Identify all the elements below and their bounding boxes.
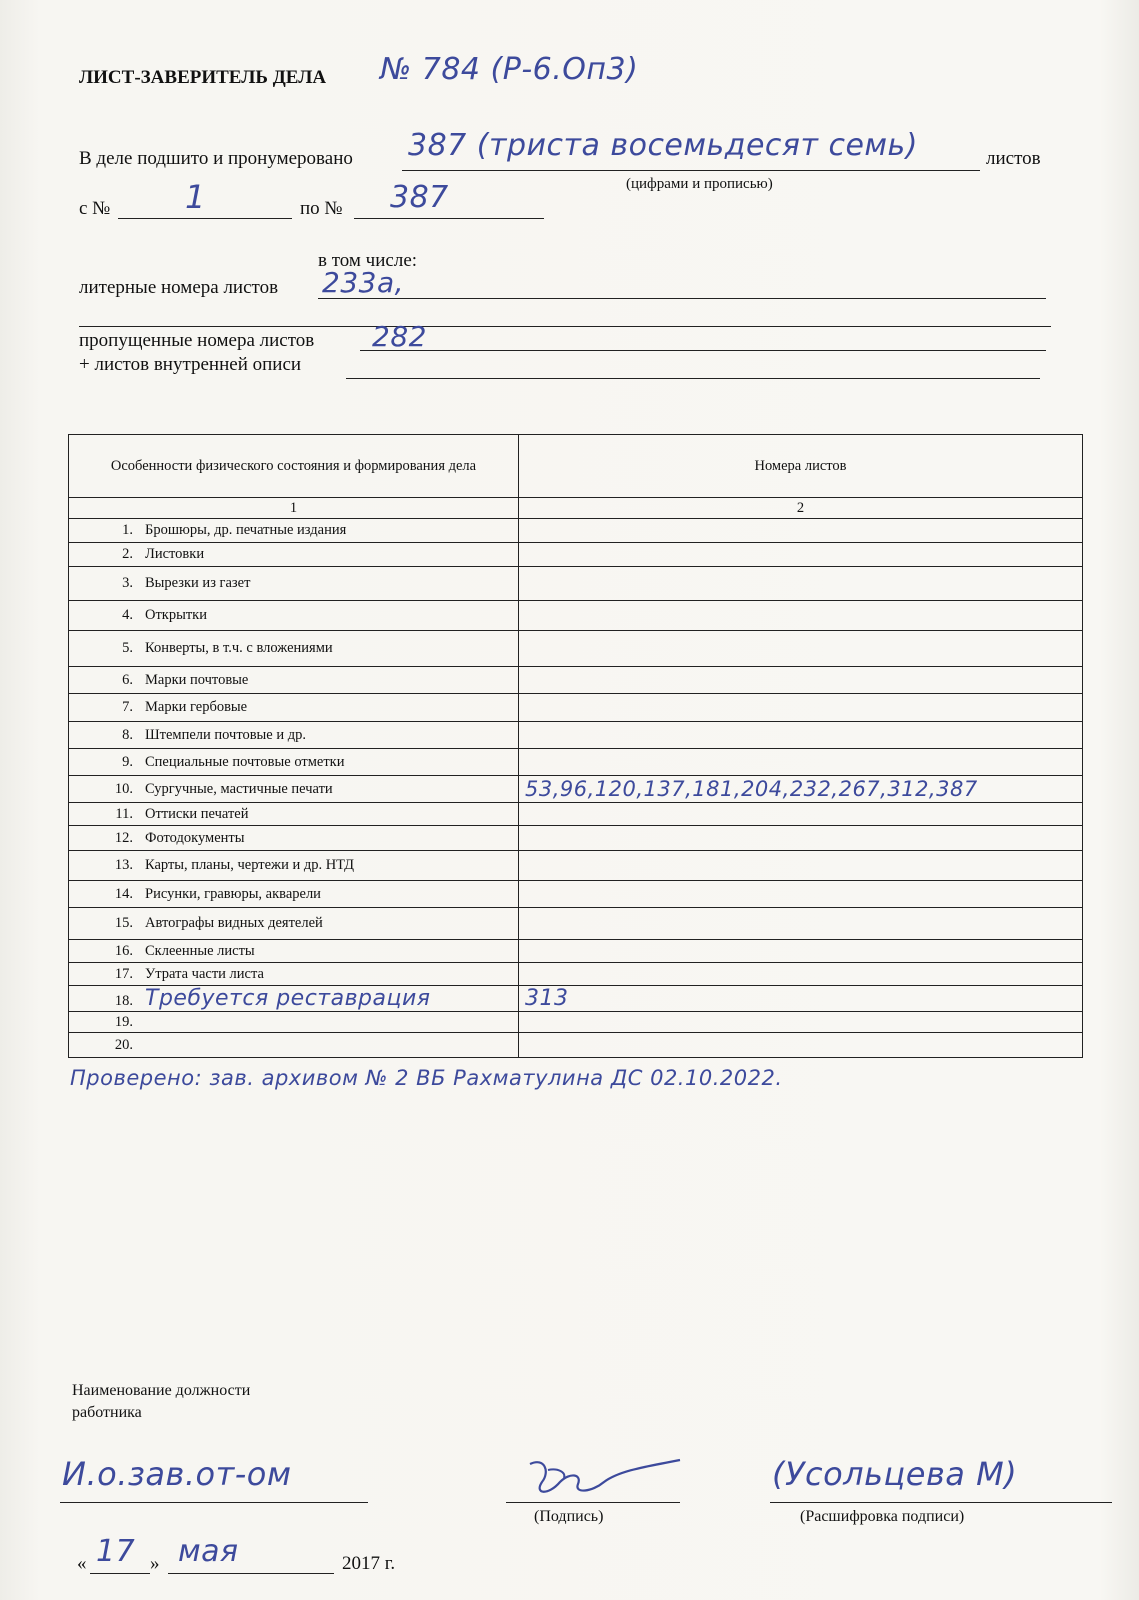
- to-label: по №: [300, 198, 343, 219]
- feature-cell: [69, 722, 519, 749]
- feature-label: Вырезки из газет: [145, 575, 251, 591]
- sheet-numbers-cell: [519, 722, 1083, 749]
- sewn-label: В деле подшито и пронумеровано: [79, 148, 353, 169]
- sheet-numbers-cell: [519, 1033, 1083, 1058]
- table-row: [69, 601, 1083, 631]
- feature-cell: [69, 601, 519, 631]
- sheet-numbers-cell: [519, 519, 1083, 543]
- row-number: 16.: [114, 942, 133, 959]
- date-close-quote: »: [150, 1553, 160, 1574]
- decoding-caption: (Расшифровка подписи): [800, 1508, 965, 1525]
- sheet-numbers-cell: [519, 908, 1083, 940]
- date-open-quote: «: [77, 1553, 87, 1574]
- signature-image: [520, 1452, 690, 1502]
- feature-cell: [69, 940, 519, 963]
- features-table: [68, 434, 1083, 1058]
- table-row: [69, 940, 1083, 963]
- sheet-numbers-cell: [519, 601, 1083, 631]
- table-row: [69, 1033, 1083, 1058]
- row-number: 15.: [114, 915, 133, 931]
- row-number: 2.: [122, 546, 133, 562]
- date-month-handwritten: мая: [178, 1534, 239, 1569]
- col1-number: 1: [69, 498, 519, 519]
- feature-label: Оттиски печатей: [145, 805, 249, 822]
- signature-caption: (Подпись): [534, 1508, 604, 1525]
- feature-cell: [69, 694, 519, 722]
- sheet-numbers-cell: [519, 749, 1083, 776]
- sheet-numbers-handwritten: 313: [525, 986, 569, 1011]
- feature-cell: [69, 908, 519, 940]
- sheet-numbers-cell: [519, 694, 1083, 722]
- literal-label: литерные номера листов: [79, 277, 279, 298]
- missing-underline: [360, 350, 1046, 351]
- from-underline: [118, 218, 292, 219]
- table-row: [69, 519, 1083, 543]
- position-label-2: работника: [72, 1404, 142, 1421]
- feature-label: Марки гербовые: [145, 699, 248, 715]
- feature-label: Фотодокументы: [145, 829, 245, 846]
- missing-handwritten: 282: [372, 320, 427, 353]
- row-number: 13.: [114, 857, 133, 873]
- sheet-numbers-cell: [519, 667, 1083, 694]
- date-year: 2017 г.: [342, 1553, 396, 1574]
- row-number: 5.: [122, 640, 133, 656]
- row-number: 19.: [114, 1013, 133, 1030]
- feature-label-handwritten: Требуется реставрация: [145, 986, 431, 1011]
- row-number: 14.: [114, 885, 133, 902]
- feature-cell: [69, 749, 519, 776]
- feature-label: Марки почтовые: [145, 671, 249, 688]
- literal-underline-2: [79, 326, 1051, 327]
- feature-label: Карты, планы, чертежи и др. НТД: [145, 857, 355, 873]
- row-number: 18.: [114, 993, 133, 1009]
- sheet-numbers-cell: [519, 567, 1083, 601]
- col2-header: Номера листов: [519, 435, 1083, 498]
- from-label: с №: [79, 198, 111, 219]
- sheet-numbers-cell: [519, 826, 1083, 851]
- row-number: 10.: [114, 780, 133, 797]
- row-number: 4.: [122, 607, 133, 623]
- decoding-underline: [770, 1502, 1112, 1503]
- document-title: ЛИСТ-ЗАВЕРИТЕЛЬ ДЕЛА: [79, 67, 327, 88]
- sheet-numbers-cell: [519, 881, 1083, 908]
- row-number: 8.: [122, 726, 133, 743]
- decoding-handwritten: (Усольцева М): [772, 1455, 1018, 1493]
- row-number: 17.: [114, 965, 133, 982]
- feature-label: Штемпели почтовые и др.: [145, 726, 307, 743]
- internal-label: + листов внутренней описи: [79, 354, 302, 375]
- table-row: [69, 826, 1083, 851]
- table-row: [69, 881, 1083, 908]
- from-handwritten: 1: [185, 178, 206, 216]
- verified-note-handwritten: Проверено: зав. архивом № 2 ВБ Рахматулина ДС 02.10.2022.: [70, 1066, 783, 1090]
- feature-cell: [69, 851, 519, 881]
- table-row: [69, 986, 1083, 1012]
- literal-handwritten: 233а,: [322, 266, 405, 299]
- table-row: [69, 851, 1083, 881]
- feature-label: Конверты, в т.ч. с вложениями: [145, 640, 333, 656]
- table-row: [69, 1012, 1083, 1033]
- row-number: 7.: [122, 699, 133, 715]
- sheet-numbers-cell: [519, 986, 1083, 1012]
- feature-cell: [69, 803, 519, 826]
- table-row: [69, 694, 1083, 722]
- row-number: 1.: [122, 522, 133, 538]
- case-number-handwritten: № 784 (Р-6.Оп3): [380, 52, 639, 87]
- month-underline: [168, 1573, 334, 1574]
- position-label-1: Наименование должности: [72, 1382, 251, 1399]
- table-number-row: [69, 498, 1083, 519]
- missing-label: пропущенные номера листов: [79, 330, 315, 351]
- sheet-numbers-cell: [519, 963, 1083, 986]
- sheet-numbers-cell: [519, 776, 1083, 803]
- feature-cell: [69, 519, 519, 543]
- feature-label: Рисунки, гравюры, акварели: [145, 885, 321, 902]
- feature-cell: [69, 1033, 519, 1058]
- feature-cell: [69, 1012, 519, 1033]
- date-day-handwritten: 17: [96, 1534, 136, 1569]
- row-number: 3.: [122, 575, 133, 591]
- row-number: 11.: [115, 805, 133, 822]
- feature-cell: [69, 567, 519, 601]
- sheet-numbers-cell: [519, 631, 1083, 667]
- including-label: в том числе:: [318, 250, 418, 271]
- feature-cell: [69, 631, 519, 667]
- feature-cell: [69, 881, 519, 908]
- row-number: 20.: [114, 1036, 133, 1053]
- sheet-numbers-cell: [519, 851, 1083, 881]
- feature-cell: [69, 826, 519, 851]
- sheet-numbers-cell: [519, 803, 1083, 826]
- feature-label: Автографы видных деятелей: [145, 915, 323, 931]
- table-row: [69, 803, 1083, 826]
- position-handwritten: И.о.зав.от-ом: [62, 1455, 292, 1493]
- position-underline: [60, 1502, 368, 1503]
- table-row: [69, 722, 1083, 749]
- sheets-suffix: листов: [986, 148, 1041, 169]
- table-row: [69, 749, 1083, 776]
- digits-caption: (цифрами и прописью): [626, 176, 773, 192]
- table-header-row: [69, 435, 1083, 498]
- sheet-numbers-handwritten: 53,96,120,137,181,204,232,267,312,387: [525, 777, 978, 801]
- row-number: 9.: [122, 753, 133, 770]
- internal-underline: [346, 378, 1040, 379]
- table-body: [69, 519, 1083, 1058]
- literal-underline: [318, 298, 1046, 299]
- col1-header: Особенности физического состояния и формирования дела: [69, 435, 519, 498]
- feature-cell: [69, 986, 519, 1012]
- row-number: 12.: [114, 829, 133, 846]
- total-underline: [402, 170, 980, 171]
- table-row: [69, 908, 1083, 940]
- table-row: [69, 776, 1083, 803]
- sheet-numbers-cell: [519, 1012, 1083, 1033]
- table-row: [69, 667, 1083, 694]
- feature-cell: [69, 963, 519, 986]
- feature-label: Специальные почтовые отметки: [145, 753, 345, 770]
- table-row: [69, 631, 1083, 667]
- table-row: [69, 543, 1083, 567]
- feature-label: Открытки: [145, 607, 207, 623]
- col2-number: 2: [519, 498, 1083, 519]
- feature-cell: [69, 543, 519, 567]
- row-number: 6.: [122, 671, 133, 688]
- to-underline: [354, 218, 544, 219]
- sheet-numbers-cell: [519, 940, 1083, 963]
- total-handwritten: 387 (триста восемьдесят семь): [408, 128, 918, 163]
- day-underline: [90, 1573, 150, 1574]
- feature-label: Листовки: [145, 546, 205, 562]
- sheet-numbers-cell: [519, 543, 1083, 567]
- feature-label: Брошюры, др. печатные издания: [145, 522, 347, 538]
- feature-cell: [69, 776, 519, 803]
- feature-cell: [69, 667, 519, 694]
- feature-label: Склеенные листы: [145, 942, 255, 959]
- feature-label: Утрата части листа: [145, 965, 264, 982]
- table-row: [69, 567, 1083, 601]
- to-handwritten: 387: [390, 180, 449, 215]
- feature-label: Сургучные, мастичные печати: [145, 780, 333, 797]
- table-row: [69, 963, 1083, 986]
- signature-underline: [506, 1502, 680, 1503]
